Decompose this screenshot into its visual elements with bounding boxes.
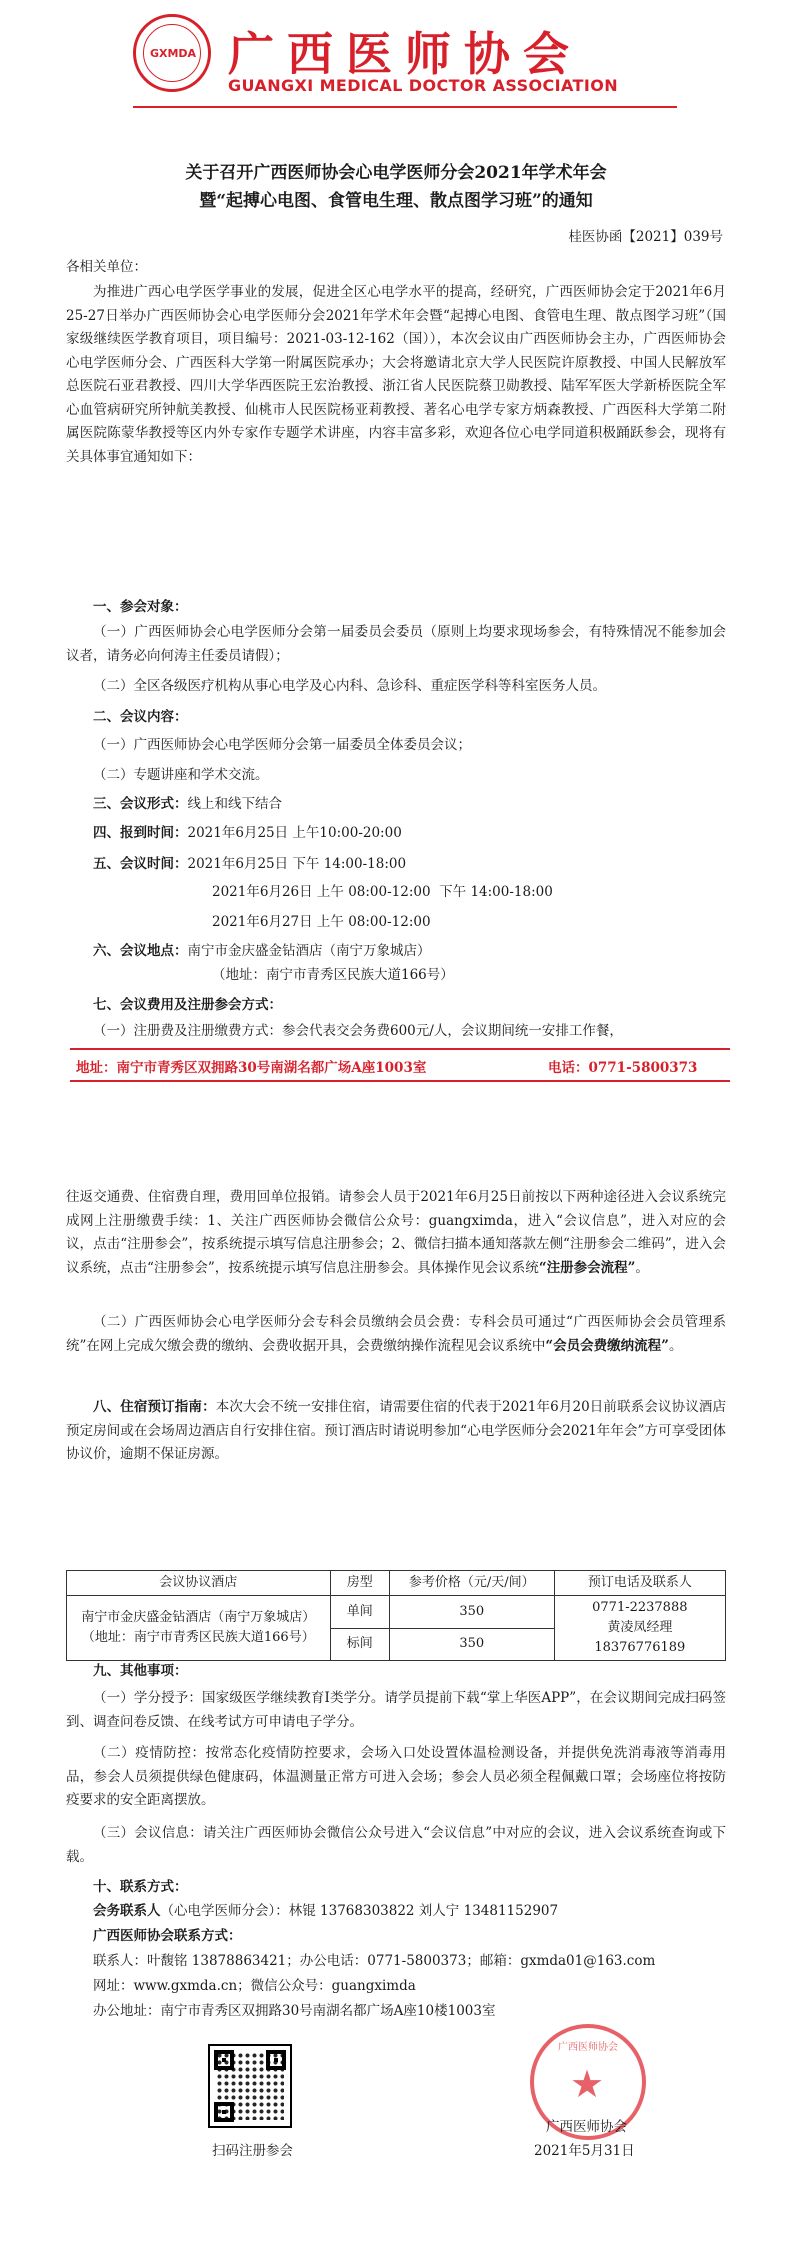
table-header: 预订电话及联系人 xyxy=(554,1571,725,1596)
fee-flow-link: “会员会费缴纳流程” xyxy=(545,1337,669,1354)
section-7-item-1-start: （一）注册费及注册缴费方式：参会代表交会务费600元/人，会议期间统一安排工作餐， xyxy=(93,1023,623,1039)
section-1-heading: 一、参会对象： xyxy=(93,599,188,615)
affairs-contact-label: 会务联系人 xyxy=(93,1903,161,1919)
association-contact-line-2: 网址：www.gxmda.cn；微信公众号：guangximda xyxy=(93,1978,416,1994)
booking-contact-cell xyxy=(554,1596,725,1661)
section-1-item-2: （二）全区各级医疗机构从事心电学及心内科、急诊科、重症医学科等科室医务人员。 xyxy=(93,678,606,694)
affairs-contact xyxy=(93,1900,558,1923)
hotel-name: 南宁市金庆盛金钻酒店（南宁万象城店） xyxy=(81,1610,316,1625)
affairs-contact-text: （心电学医师分会）：林锟 13768303822 刘人宁 13481152907 xyxy=(160,1903,559,1919)
section-6-line-1: 南宁市金庆盛金钻酒店（南宁万象城店） xyxy=(187,943,431,959)
table-header: 会议协议酒店 xyxy=(67,1571,331,1596)
official-seal: 广西医师协会 ★ xyxy=(530,2024,646,2140)
section-3 xyxy=(93,793,282,816)
section-2-item-2: （二）专题讲座和学术交流。 xyxy=(93,767,269,783)
table-header: 参考价格（元/天/间） xyxy=(389,1571,554,1596)
table-header: 房型 xyxy=(330,1571,389,1596)
section-6-line-2: （地址：南宁市青秀区民族大道166号） xyxy=(212,967,454,983)
footer-divider-top xyxy=(70,1048,730,1050)
document-number: 桂医协函【2021】039号 xyxy=(568,229,723,245)
salutation: 各相关单位： xyxy=(66,259,147,275)
hotel-cell xyxy=(67,1596,331,1661)
org-name-cn: 广西医师协会 xyxy=(228,27,582,81)
section-7-heading: 七、会议费用及注册参会方式： xyxy=(93,997,282,1013)
section-6 xyxy=(93,940,431,963)
section-5 xyxy=(93,853,406,876)
association-contact-line-1: 联系人：叶馥铭 13878863421；办公电话：0771-5800373；邮箱：gxmda01@163.com xyxy=(93,1953,656,1969)
title-line-1: 关于召开广西医师协会心电学医师分会2021年学术年会 xyxy=(185,163,607,183)
booking-mobile: 18376776189 xyxy=(594,1640,686,1655)
header-divider xyxy=(133,106,677,108)
room-price: 350 xyxy=(389,1596,554,1629)
title-line-2: 暨“起搏心电图、食管电生理、散点图学习班”的通知 xyxy=(199,191,593,211)
room-type: 标间 xyxy=(330,1628,389,1661)
section-3-heading: 三、会议形式： xyxy=(93,796,188,812)
footer-address: 地址：南宁市青秀区双拥路30号南湖名都广场A座1003室 xyxy=(76,1060,427,1076)
qr-caption: 扫码注册参会 xyxy=(212,2143,293,2159)
section-7-item-1-cont: 往返交通费、住宿费自理，费用回单位报销。请参会人员于2021年6月25日前按以下两种途径进入会议系统完成网上注册缴费手续：1、关注广西医师协会微信公众号：guangximda，进入“会议信息”，进入对应的会议，点击“注册参会”，按系统提示填写信息注册参会；2、微信扫描本通知落款左侧“注册参会二维码”，进入会议系统，点击“注册参会”，按系统提示填写信息注册参会。具体操作见会议系统“注册参会流程”。 xyxy=(66,1189,726,1276)
section-4-value: 2021年6月25日 上午10:00-20:00 xyxy=(187,825,402,841)
registration-qr-code[interactable] xyxy=(208,2044,292,2128)
room-type: 单间 xyxy=(330,1596,389,1629)
footer-phone: 电话：0771-5800373 xyxy=(548,1060,698,1076)
signature-org: 广西医师协会 xyxy=(546,2119,627,2135)
hotel-table xyxy=(66,1570,726,1661)
section-5-heading: 五、会议时间： xyxy=(93,856,188,872)
table-row xyxy=(67,1596,726,1629)
section-9-heading: 九、其他事项： xyxy=(93,1663,188,1679)
booking-phone: 0771-2237888 xyxy=(592,1600,688,1615)
section-1-item-1: （一）广西医师协会心电学医师分会第一届委员会委员（原则上均要求现场参会，有特殊情况不能参加会议者，请务必向何涛主任委员请假）； xyxy=(66,624,726,664)
section-7-item-2-text: （二）广西医师协会心电学医师分会专科会员缴纳会员会费：专科会员可通过“广西医师协会会员管理系统”在网上完成欠缴会费的缴纳、会费收据开具，会费缴纳操作流程见会议系统中 xyxy=(66,1314,726,1354)
section-8 xyxy=(66,1396,726,1467)
association-contact-line-3: 办公地址：南宁市青秀区双拥路30号南湖名都广场A座10楼1003室 xyxy=(93,2003,496,2019)
section-9-item-1: （一）学分授予：国家级医学继续教育I类学分。请学员提前下载“掌上华医APP”，在会议期间完成扫码签到、调查问卷反馈、在线考试方可申请电子学分。 xyxy=(66,1690,726,1730)
register-flow-link: “注册参会流程” xyxy=(538,1259,636,1276)
section-2-item-1: （一）广西医师协会心电学医师分会第一届委员全体委员会议； xyxy=(93,737,471,753)
section-9-item-3: （三）会议信息：请关注广西医师协会微信公众号进入“会议信息”中对应的会议，进入会议系统查询或下载。 xyxy=(66,1825,726,1865)
section-10-heading: 十、联系方式： xyxy=(93,1879,188,1895)
association-logo xyxy=(133,14,211,92)
section-5-line-1: 2021年6月25日 下午 14:00-18:00 xyxy=(187,856,407,872)
logo-text: GXMDA xyxy=(149,47,197,60)
booking-contact: 黄凌凤经理 xyxy=(607,1620,673,1635)
room-price: 350 xyxy=(389,1628,554,1661)
star-icon: ★ xyxy=(570,2062,605,2106)
section-4 xyxy=(93,822,402,845)
footer-divider-bottom xyxy=(70,1080,730,1082)
section-2-heading: 二、会议内容： xyxy=(93,709,188,725)
section-6-heading: 六、会议地点： xyxy=(93,943,188,959)
section-8-heading: 八、住宿预订指南： xyxy=(93,1399,216,1415)
section-5-line-3: 2021年6月27日 上午 08:00-12:00 xyxy=(212,914,431,930)
section-4-heading: 四、报到时间： xyxy=(93,825,188,841)
section-5-line-2: 2021年6月26日 上午 08:00-12:00 下午 14:00-18:00 xyxy=(212,884,553,900)
section-7-item-2: （二）广西医师协会心电学医师分会专科会员缴纳会员会费：专科会员可通过“广西医师协会会员管理系统”在网上完成欠缴会费的缴纳、会费收据开具，会费缴纳操作流程见会议系统中“会员会费缴纳流程”。 xyxy=(66,1314,726,1354)
intro-paragraph: 为推进广西心电学医学事业的发展，促进全区心电学水平的提高，经研究，广西医师协会定于2021年6月25-27日举办广西医师协会心电学医师分会2021年学术年会暨“起搏心电图、食管电生理、散点图学习班”（国家级继续医学教育项目，项目编号：2021-03-12-162（国）），本次会议由广西医师协会主办，广西医师协会心电学医师分会、广西医科大学第一附属医院承办；大会将邀请北京大学人民医院许原教授、中国人民解放军总医院石亚君教授、四川大学华西医院王宏治教授、浙江省人民医院蔡卫勋教授、陆军军医大学新桥医院全军心血管病研究所钟航美教授、仙桃市人民医院杨亚莉教授、著名心电学专家方炳森教授、广西医科大学第二附属医院陈蒙华教授等区内外专家作专题学术讲座，内容丰富多彩，欢迎各位心电学同道积极踊跃参会，现将有关具体事宜通知如下： xyxy=(66,284,726,465)
section-7-item-1-text: 往返交通费、住宿费自理，费用回单位报销。请参会人员于2021年6月25日前按以下两种途径进入会议系统完成网上注册缴费手续：1、关注广西医师协会微信公众号：guangximda，进入“会议信息”，进入对应的会议，点击“注册参会”，按系统提示填写信息注册参会；2、微信扫描本通知落款左侧“注册参会二维码”，进入会议系统，点击“注册参会”，按系统提示填写信息注册参会。具体操作见会议系统 xyxy=(66,1189,726,1276)
org-name-en: GUANGXI MEDICAL DOCTOR ASSOCIATION xyxy=(228,76,619,95)
hotel-address: （地址：南宁市青秀区民族大道166号） xyxy=(81,1630,315,1645)
table-header-row xyxy=(67,1571,726,1596)
association-contact-label: 广西医师协会联系方式： xyxy=(93,1928,242,1944)
section-3-value: 线上和线下结合 xyxy=(187,796,282,812)
section-8-text: 本次大会不统一安排住宿，请需要住宿的代表于2021年6月20日前联系会议协议酒店预定房间或在会场周边酒店自行安排住宿。预订酒店时请说明参加“心电学医师分会2021年年会”方可享受团体协议价，逾期不保证房源。 xyxy=(66,1399,726,1462)
signature-date: 2021年5月31日 xyxy=(534,2143,635,2159)
section-9-item-2: （二）疫情防控：按常态化疫情防控要求，会场入口处设置体温检测设备，并提供免洗消毒液等消毒用品，参会人员须提供绿色健康码，体温测量正常方可进入会场；参会人员必须全程佩戴口罩；会场座位将按防疫要求的安全距离摆放。 xyxy=(66,1745,726,1808)
